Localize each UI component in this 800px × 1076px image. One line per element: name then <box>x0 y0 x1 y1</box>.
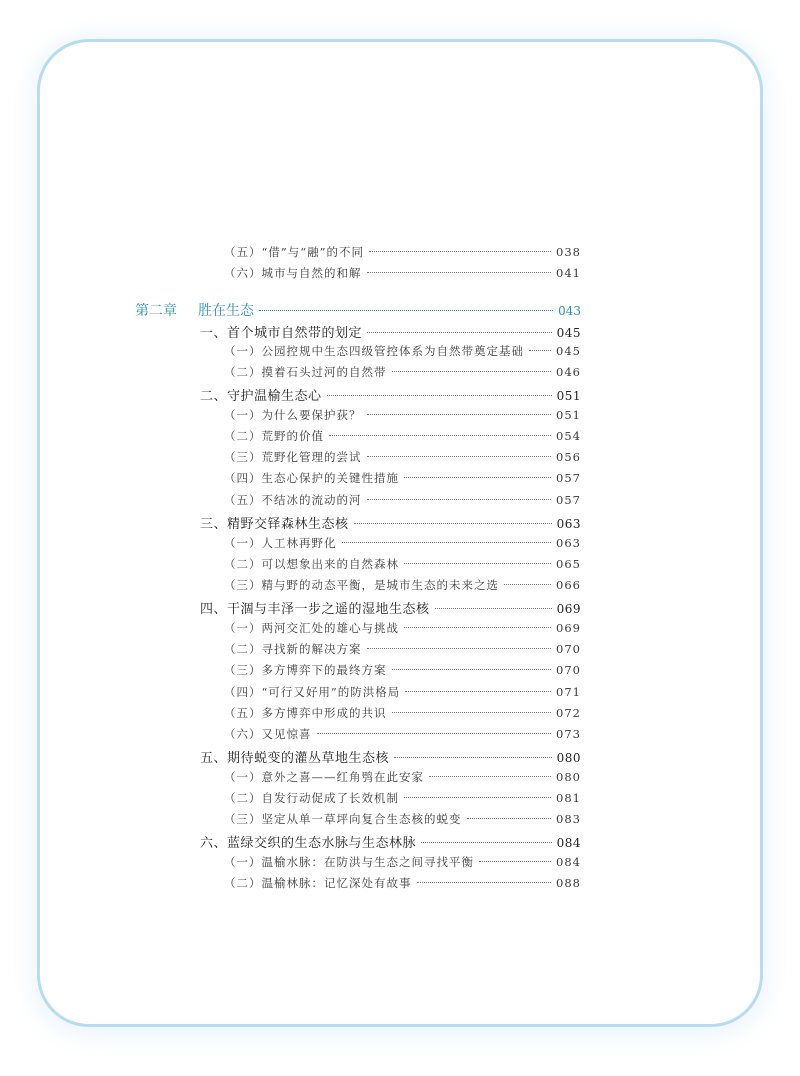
toc-subsection-row[interactable] <box>224 492 581 508</box>
toc-entry-title: 六、蓝绿交织的生态水脉与生态林脉 <box>200 836 417 851</box>
dot-leader <box>367 456 552 457</box>
toc-page-number: 080 <box>556 751 581 765</box>
dot-leader <box>404 797 551 798</box>
toc-page-number: 088 <box>556 876 581 890</box>
toc-entry-title: （三）多方博弈下的最终方案 <box>224 663 387 677</box>
toc-section-row[interactable] <box>200 385 581 404</box>
toc-entry-title: （一）人工林再野化 <box>224 536 337 550</box>
dot-leader <box>504 584 551 585</box>
toc-page-number: 054 <box>556 429 581 443</box>
toc-subsection-row[interactable] <box>224 265 581 281</box>
toc-page-number: 051 <box>556 408 581 422</box>
toc-page-number: 045 <box>556 326 581 340</box>
dot-leader <box>392 669 552 670</box>
toc-entry-title: （一）公园控规中生态四级管控体系为自然带奠定基础 <box>224 344 524 358</box>
dot-leader <box>367 332 552 333</box>
toc-entry-title: （五）不结冰的流动的河 <box>224 493 362 507</box>
toc-subsection-row[interactable] <box>224 577 581 593</box>
toc-page-number: 083 <box>556 812 581 826</box>
toc-page-number: 065 <box>556 557 581 571</box>
toc-page-number: 063 <box>556 517 581 531</box>
toc-section-row[interactable] <box>200 598 581 617</box>
toc-page-number: 084 <box>556 855 581 869</box>
toc-page-number: 072 <box>556 706 581 720</box>
toc-page-number: 057 <box>556 493 581 507</box>
dot-leader <box>479 861 551 862</box>
toc-entry-title: （二）荒野的价值 <box>224 429 324 443</box>
toc-subsection-row[interactable] <box>224 407 581 423</box>
toc-subsection-row[interactable] <box>224 556 581 572</box>
toc-entry-title: 二、守护温榆生态心 <box>200 389 322 404</box>
toc-page-number: 069 <box>556 602 581 616</box>
toc-entry-title: （二）摸着石头过河的自然带 <box>224 365 387 379</box>
toc-entry-title: （一）温榆水脉：在防洪与生态之间寻找平衡 <box>224 855 474 869</box>
toc-page-number: 073 <box>556 727 581 741</box>
toc-page-number: 080 <box>556 770 581 784</box>
toc-subsection-row[interactable] <box>224 662 581 678</box>
toc-subsection-row[interactable] <box>224 641 581 657</box>
toc-page-number: 046 <box>556 365 581 379</box>
toc-page-number: 038 <box>556 245 581 259</box>
toc-entry-title: （二）自发行动促成了长效机制 <box>224 791 399 805</box>
toc-subsection-row[interactable] <box>224 620 581 636</box>
toc-entry-title: （六）又见惊喜 <box>224 727 312 741</box>
toc-page-number: 041 <box>556 266 581 280</box>
dot-leader <box>435 608 552 609</box>
dot-leader <box>329 435 551 436</box>
toc-subsection-row[interactable] <box>224 428 581 444</box>
toc-page-number: 051 <box>556 389 581 403</box>
toc-page-number: 066 <box>556 578 581 592</box>
toc-entry-title: （一）两河交汇处的雄心与挑战 <box>224 621 399 635</box>
toc-entry-title: （二）可以想象出来的自然森林 <box>224 557 399 571</box>
toc-entry-title: （一）为什么要保护荻？ <box>224 408 362 422</box>
toc-entry-title: （三）坚定从单一草坪向复合生态核的蜕变 <box>224 812 462 826</box>
toc-chapter-row[interactable] <box>135 300 581 320</box>
toc-entry-title: （六）城市与自然的和解 <box>224 266 362 280</box>
toc-subsection-row[interactable] <box>224 244 581 260</box>
toc-entry-title: （四）生态心保护的关键性措施 <box>224 471 399 485</box>
toc-page-number: 056 <box>556 450 581 464</box>
toc-entry-title: （一）意外之喜——红角鸮在此安家 <box>224 770 424 784</box>
toc-entry-title: （三）荒野化管理的尝试 <box>224 450 362 464</box>
toc-entry-title: （三）精与野的动态平衡，是城市生态的未来之选 <box>224 578 499 592</box>
toc-section-row[interactable] <box>200 832 581 851</box>
toc-page-number: 069 <box>556 621 581 635</box>
toc-entry-title: （二）温榆林脉：记忆深处有故事 <box>224 876 412 890</box>
dot-leader <box>367 499 552 500</box>
dot-leader <box>421 842 552 843</box>
dot-leader <box>392 712 552 713</box>
toc-entry-title: 五、期待蜕变的灌丛草地生态核 <box>200 751 390 766</box>
toc-page-number: 071 <box>556 685 581 699</box>
toc-page-number: 070 <box>556 663 581 677</box>
dot-leader <box>529 350 551 351</box>
toc-entry-title: （四）“可行又好用”的防洪格局 <box>224 685 401 699</box>
dot-leader <box>367 272 552 273</box>
dot-leader <box>404 627 551 628</box>
toc-page-number: 070 <box>556 642 581 656</box>
toc-section-row[interactable] <box>200 747 581 766</box>
dot-leader <box>259 310 553 311</box>
dot-leader <box>405 691 551 692</box>
dot-leader <box>327 395 552 396</box>
toc-subsection-row[interactable] <box>224 449 581 465</box>
toc-entry-title: （五）“借”与“融”的不同 <box>224 245 365 259</box>
dot-leader <box>354 523 552 524</box>
dot-leader <box>404 477 551 478</box>
toc-subsection-row[interactable] <box>224 875 581 891</box>
toc-subsection-row[interactable] <box>224 535 581 551</box>
toc-subsection-row[interactable] <box>224 790 581 806</box>
toc-entry-title: （二）寻找新的解决方案 <box>224 642 362 656</box>
toc-entry-title: 胜在生态 <box>198 303 254 319</box>
toc-page-number: 081 <box>556 791 581 805</box>
toc-entry-title: （五）多方博弈中形成的共识 <box>224 706 387 720</box>
toc-subsection-row[interactable] <box>224 684 581 700</box>
dot-leader <box>404 563 551 564</box>
toc-subsection-row[interactable] <box>224 769 581 785</box>
toc-entry-title: 一、首个城市自然带的划定 <box>200 326 363 341</box>
dot-leader <box>467 818 552 819</box>
toc-subsection-row[interactable] <box>224 705 581 721</box>
toc-subsection-row[interactable] <box>224 343 581 359</box>
toc-subsection-row[interactable] <box>224 854 581 870</box>
dot-leader <box>369 251 551 252</box>
toc-entry-title: 四、干涸与丰泽一步之遥的湿地生态核 <box>200 602 430 617</box>
toc-subsection-row[interactable] <box>224 811 581 827</box>
dot-leader <box>394 757 552 758</box>
dot-leader <box>392 371 552 372</box>
toc-subsection-row[interactable] <box>224 364 581 380</box>
toc-subsection-row[interactable] <box>224 726 581 742</box>
toc-subsection-row[interactable] <box>224 470 581 486</box>
dot-leader <box>342 542 552 543</box>
dot-leader <box>367 414 552 415</box>
toc-page-number: 063 <box>556 536 581 550</box>
chapter-number: 第二章 <box>135 303 177 319</box>
toc-page-number: 045 <box>556 344 581 358</box>
toc-page-number: 043 <box>558 304 581 318</box>
dot-leader <box>317 733 552 734</box>
dot-leader <box>429 776 551 777</box>
dot-leader <box>367 648 552 649</box>
toc-page-number: 057 <box>556 471 581 485</box>
toc-page-number: 084 <box>556 836 581 850</box>
dot-leader <box>417 882 552 883</box>
toc-section-row[interactable] <box>200 513 581 532</box>
toc-entry-title: 三、精野交铎森林生态核 <box>200 517 349 532</box>
toc-section-row[interactable] <box>200 322 581 341</box>
